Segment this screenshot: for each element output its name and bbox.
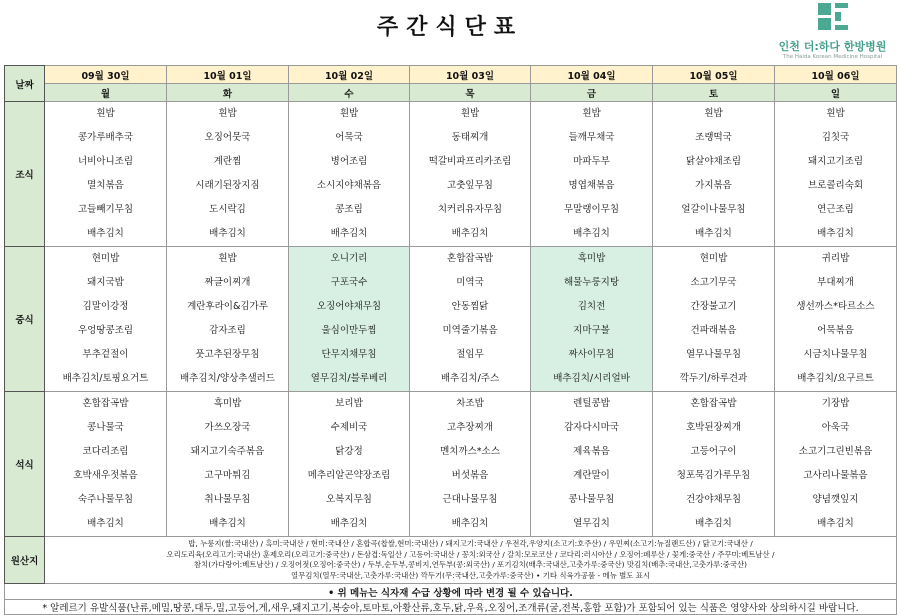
menu-item: 혼합잡곡밥 [690, 398, 737, 409]
date-label: 날짜 [5, 66, 45, 102]
day-weekday: 화 [167, 84, 289, 102]
breakfast-label: 조식 [5, 102, 45, 247]
menu-item: 미역국 [456, 277, 484, 288]
hospital-logo [770, 3, 895, 63]
menu-item: 혼합잡곡밥 [82, 398, 129, 409]
menu-item: 계란찜 [213, 156, 242, 167]
dinner-day-cell [167, 392, 289, 537]
menu-item: 안동찜닭 [451, 301, 489, 312]
menu-item: 돼지고기숙주볶음 [190, 446, 265, 457]
menu-item: 부대찌개 [817, 277, 854, 288]
menu-item: 배추김치/요구르트 [797, 373, 874, 384]
menu-item: 흑미밥 [213, 398, 242, 409]
lunch-day-cell [167, 247, 289, 392]
menu-item: 소고기무국 [690, 277, 737, 288]
menu-item: 건파래볶음 [690, 325, 737, 336]
menu-item: 단무지채무침 [321, 349, 377, 360]
day-weekday: 일 [775, 84, 897, 102]
dinner-day-cell [45, 392, 167, 537]
menu-item: 오징어뭇국 [204, 132, 251, 143]
menu-item: 흰밥 [96, 108, 115, 119]
menu-item: 기장밥 [821, 398, 850, 409]
menu-item: 취나물무침 [204, 494, 251, 505]
menu-item: 현미밥 [91, 253, 120, 264]
menu-item: 동태찌개 [451, 132, 489, 143]
day-weekday: 목 [410, 84, 531, 102]
breakfast-day-cell [289, 102, 410, 247]
menu-item: 호박된장찌개 [685, 422, 742, 433]
day-weekday: 금 [531, 84, 653, 102]
menu-item: 우엉땅콩조림 [77, 325, 134, 336]
menu-item: 조랭떡국 [695, 132, 732, 143]
day-date: 10월 06일 [775, 66, 897, 84]
menu-item: 감자조림 [209, 325, 246, 336]
day-date: 09월 30일 [45, 66, 167, 84]
menu-item: 김치전 [577, 301, 606, 312]
menu-item: 소시지야채볶음 [316, 180, 382, 191]
menu-item: 귀리밥 [821, 253, 850, 264]
day-date: 10월 03일 [410, 66, 531, 84]
menu-item: 배추김치/양상추샐러드 [180, 373, 275, 384]
day-weekday: 토 [653, 84, 775, 102]
menu-item: 풋고추된장무침 [195, 349, 260, 360]
date-row [5, 66, 897, 84]
menu-item: 가지볶음 [695, 180, 732, 191]
day-date: 10월 01일 [167, 66, 289, 84]
menu-item: 흰밥 [218, 108, 237, 119]
origin-row [5, 537, 897, 584]
menu-item: 배추김치/토핑요거트 [62, 373, 149, 384]
menu-item: 멘치까스*소스 [440, 446, 500, 457]
menu-item: 흰밥 [460, 108, 480, 119]
lunch-day-cell [775, 247, 897, 392]
menu-item: 배추김치 [87, 518, 124, 529]
menu-item: 닭강정 [335, 446, 363, 457]
menu-item: 어묵국 [335, 132, 363, 143]
hospital-logo-icon [816, 3, 852, 31]
menu-change-notice: • 위 메뉴는 식자재 수급 상황에 따라 변경 될 수 있습니다. [5, 584, 897, 600]
menu-item: 고사리나물볶음 [803, 470, 868, 481]
lunch-row [5, 247, 897, 392]
menu-item: 오니기리 [330, 253, 368, 264]
menu-item: 콩나물무침 [568, 494, 615, 505]
menu-item: 짜사이무침 [568, 349, 615, 360]
breakfast-day-cell [410, 102, 531, 247]
menu-item: 콩가루배추국 [77, 132, 134, 143]
menu-item: 제육볶음 [573, 446, 610, 457]
menu-item: 떡갈비파프리카조림 [428, 156, 512, 167]
menu-item: 보리밥 [335, 398, 363, 409]
menu-item: 어묵볶음 [817, 325, 854, 336]
menu-item: 흰밥 [582, 108, 601, 119]
menu-item: 배추김치 [573, 228, 610, 239]
menu-item: 수제비국 [330, 422, 368, 433]
menu-item: 병어조림 [330, 156, 368, 167]
day-date: 10월 04일 [531, 66, 653, 84]
menu-item: 배추김치 [817, 518, 854, 529]
menu-item: 고구마튀김 [204, 470, 251, 481]
menu-item: 아욱국 [821, 422, 850, 433]
menu-item: 오복지무침 [326, 494, 372, 505]
menu-item: 열무김치/블루베리 [310, 373, 388, 384]
breakfast-day-cell [653, 102, 775, 247]
menu-item: 무말랭이무침 [563, 204, 620, 215]
allergy-row [5, 600, 897, 615]
menu-item: 콩조림 [335, 204, 363, 215]
menu-item: 버섯볶음 [451, 470, 489, 481]
menu-item: 배추김치 [695, 518, 732, 529]
menu-item: 고춧잎무침 [447, 180, 493, 191]
page-title: 주간식단표 [376, 15, 524, 40]
menu-item: 멸치볶음 [87, 180, 124, 191]
menu-item: 코다리조림 [82, 446, 129, 457]
lunch-day-cell [45, 247, 167, 392]
menu-item: 배추김치 [695, 228, 732, 239]
menu-item: 열무김치 [573, 518, 610, 529]
menu-item: 지마구볼 [573, 325, 610, 336]
menu-item: 들깨무채국 [568, 132, 615, 143]
lunch-day-cell [653, 247, 775, 392]
day-weekday: 수 [289, 84, 410, 102]
breakfast-day-cell [775, 102, 897, 247]
menu-item: 돼지국밥 [87, 277, 124, 288]
breakfast-day-cell [45, 102, 167, 247]
menu-item: 배추김치 [330, 518, 368, 529]
menu-item: 부추겉절이 [82, 349, 129, 360]
menu-item: 소고기그린빈볶음 [798, 446, 873, 457]
menu-item: 감자다시마국 [563, 422, 620, 433]
origin-line: 참치(가다랑어:베트남산) / 오징어젓(오징어:중국산) / 두부,순두부,콩비지,연두부(콩:외국산) / 포기김치(배추:국내산,고춧가루:중국산) 맛김치(배추:국내산,고춧가루:중국산) [193, 560, 748, 569]
day-weekday: 월 [45, 84, 167, 102]
hospital-name-english: The Haida Korean Medicine Hospital [782, 54, 883, 60]
menu-item: 흑미밥 [577, 253, 606, 264]
origin-line: 밥, 누룽지(쌀:국내산) / 흑미:국내산 / 현미:국내산 / 혼합곡(찹쌀,현미:국내산) / 돼지고기:국내산 / 우전각,우양지(소고기:호주산) / 우민찌(소고기:뉴질랜드산) / 닭고기:국내산 / [188, 539, 753, 548]
dinner-day-cell [653, 392, 775, 537]
menu-item: 배추김치 [451, 228, 489, 239]
menu-item: 깍두기/하루견과 [679, 373, 748, 384]
lunch-label: 중식 [5, 247, 45, 392]
menu-item: 흰밥 [339, 108, 359, 119]
dinner-row [5, 392, 897, 537]
menu-item: 시금치나물무침 [803, 349, 868, 360]
breakfast-day-cell [167, 102, 289, 247]
menu-item: 배추김치/시리얼바 [553, 373, 630, 384]
menu-item: 현미밥 [699, 253, 728, 264]
menu-item: 연근조림 [817, 204, 854, 215]
dinner-day-cell [531, 392, 653, 537]
menu-item: 호박새우젓볶음 [73, 470, 138, 481]
menu-item: 도시락김 [209, 204, 246, 215]
origin-line: 열무김치(열무:국내산,고춧가루:국내산) 깍두기(무:국내산,고춧가루:중국산) • 기타 식육가공품 - 메뉴 별도 표시 [290, 570, 650, 580]
menu-item: 김칫국 [821, 132, 850, 143]
notice-row [5, 584, 897, 600]
menu-item: 렌틸콩밥 [573, 398, 610, 409]
menu-item: 시래기된장지짐 [195, 180, 260, 191]
menu-item: 흰밥 [704, 108, 723, 119]
origin-label: 원산지 [5, 537, 45, 584]
menu-item: 명엽채볶음 [568, 180, 615, 191]
menu-item: 열무나물무침 [685, 349, 742, 360]
menu-item: 가쓰오장국 [204, 422, 251, 433]
menu-item: 닭살야채조림 [685, 156, 742, 167]
menu-item: 배추김치 [817, 228, 854, 239]
lunch-day-cell [531, 247, 653, 392]
menu-item: 마파두부 [573, 156, 610, 167]
menu-item: 청포묵김가루무침 [676, 470, 751, 481]
menu-item: 생선까스*타르소스 [796, 301, 875, 312]
menu-item: 건강야채무침 [685, 494, 742, 505]
menu-item: 절임무 [456, 349, 484, 360]
day-date: 10월 05일 [653, 66, 775, 84]
menu-item: 짜글이찌개 [204, 277, 251, 288]
menu-item: 배추김치 [209, 228, 246, 239]
menu-item: 미역줄기볶음 [442, 325, 498, 336]
menu-item: 돼지고기조림 [807, 156, 864, 167]
menu-item: 흰밥 [826, 108, 845, 119]
hospital-name: 인천 더:하다 한방병원 [778, 40, 887, 53]
menu-item: 고추장찌개 [447, 422, 493, 433]
dinner-day-cell [289, 392, 410, 537]
menu-item: 너비아니조림 [77, 156, 134, 167]
menu-item: 메추리알곤약장조림 [307, 470, 391, 481]
lunch-day-cell [289, 247, 410, 392]
origin-info [45, 537, 897, 584]
weekly-menu-table [4, 65, 897, 615]
menu-item: 양념깻잎지 [812, 494, 859, 505]
menu-item: 치커리유자무침 [437, 204, 503, 215]
lunch-day-cell [410, 247, 531, 392]
breakfast-day-cell [531, 102, 653, 247]
menu-item: 얼갈이나물무침 [681, 204, 746, 215]
menu-item: 고들빼기무침 [77, 204, 134, 215]
menu-item: 배추김치 [209, 518, 246, 529]
menu-item: 배추김치 [330, 228, 368, 239]
menu-item: 브로콜리숙회 [807, 180, 864, 191]
dinner-day-cell [410, 392, 531, 537]
menu-item: 계란후라이&김가루 [187, 301, 268, 312]
allergy-notice: * 알레르기 유발식품(난류,메밀,땅콩,대두,밀,고등어,게,새우,돼지고기,복숭아,토마토,아황산류,호두,닭,우육,오징어,조개류(굴,전복,홍합 포함)가 포함되어 있는 식품은 영양사와 상의하시길 바랍니다. [5, 600, 897, 615]
menu-item: 김말이강정 [82, 301, 129, 312]
menu-item: 고등어구이 [690, 446, 737, 457]
breakfast-row [5, 102, 897, 247]
menu-item: 해물누룽지탕 [563, 277, 620, 288]
day-date: 10월 02일 [289, 66, 410, 84]
origin-line: 오리도리육(오리고기:국내산) 훈제오리(오리고기:중국산) / 돈삼겹:독일산 / 고등어:국내산 / 꽁치:외국산 / 갈치:모로코산 / 코다리:러시아산 / 오징어:페루산 / 꽃게:중국산 / 주꾸미:베트남산 / [166, 549, 775, 559]
menu-item: 배추김치 [87, 228, 124, 239]
weekday-row [5, 84, 897, 102]
menu-item: 배추김치 [451, 518, 489, 529]
dinner-label: 석식 [5, 392, 45, 537]
menu-item: 콩나물국 [87, 422, 124, 433]
menu-item: 배추김치/주스 [440, 373, 500, 384]
menu-item: 오징어야채무침 [316, 301, 382, 312]
menu-item: 근대나물무침 [442, 494, 498, 505]
menu-item: 구포국수 [330, 277, 368, 288]
menu-item: 계란말이 [573, 470, 610, 481]
menu-item: 흰밥 [218, 253, 237, 264]
dinner-day-cell [775, 392, 897, 537]
menu-item: 간장불고기 [690, 301, 737, 312]
menu-item: 숙주나물무침 [77, 494, 134, 505]
menu-item: 울심이만두찜 [321, 325, 377, 336]
menu-item: 혼합잡곡밥 [447, 253, 493, 264]
menu-item: 차조밥 [456, 398, 484, 409]
